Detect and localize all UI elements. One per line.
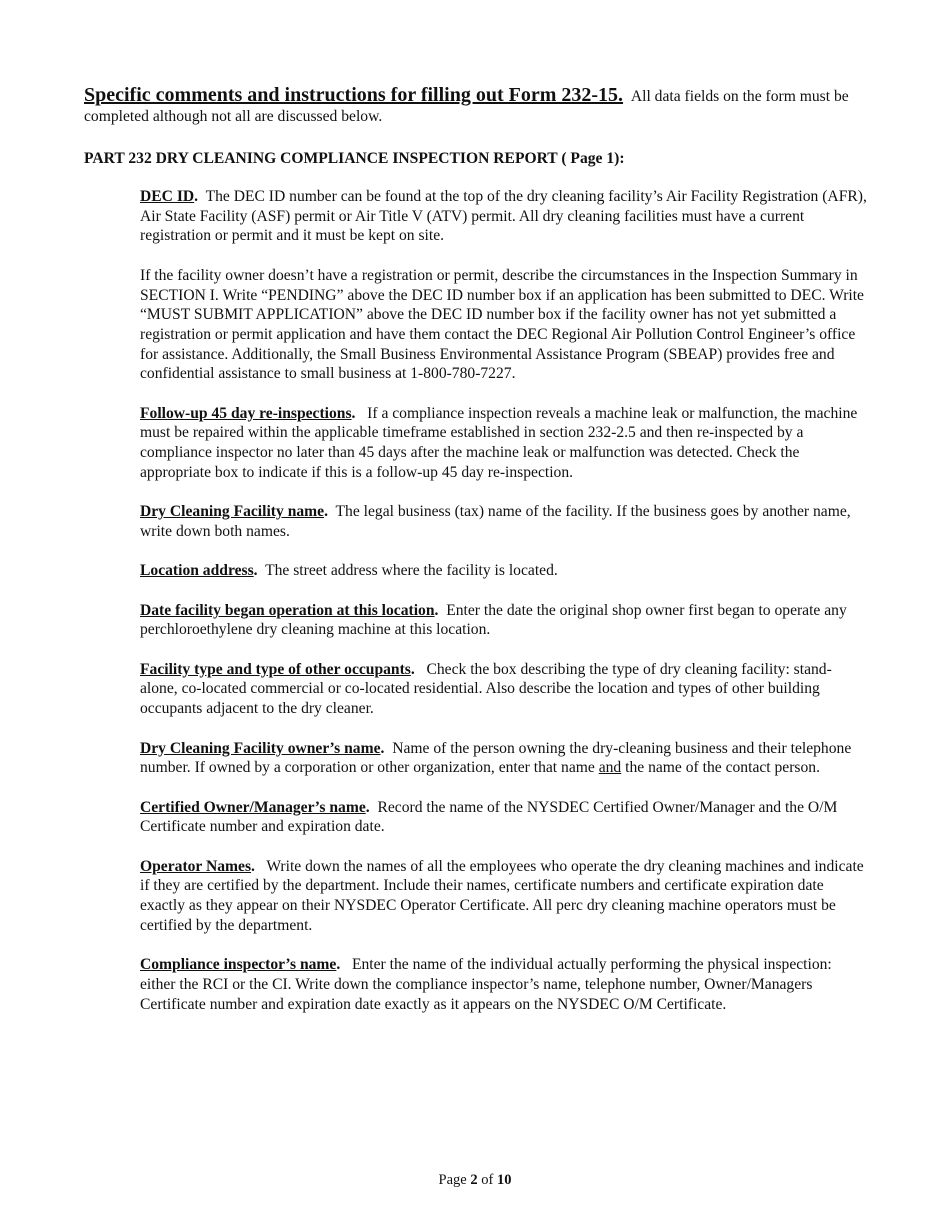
intro-paragraph [84, 86, 869, 126]
dec-id-text: The DEC ID number can be found at the top of the dry cleaning facility’s Air Facility Registration (AFR), Air State Facility (ASF) permit or Air Title V (ATV) permit. All dry cleaning facilities must have a current registration or permit and it must be kept on site. [140, 188, 867, 245]
section-date-began: Date facility began operation at this location. Enter the date the original shop owner first began to operate any perchloroethylene dry cleaning machine at this location. [140, 601, 847, 639]
of-label: of [481, 1172, 494, 1188]
facility-name-term: Dry Cleaning Facility name [140, 503, 325, 521]
om-name-text: Record the name of the NYSDEC Certified Owner/Manager and the O/M Certificate number and expiration date. [140, 798, 838, 836]
owner-name-term: Dry Cleaning Facility owner’s name [140, 739, 381, 757]
no-permit-text: If the facility owner doesn’t have a registration or permit, describe the circumstances in the Inspection Summary in SECTION I. Write “PENDING” above the DEC ID number box if an application has been submitted to DEC. Write “MUST SUBMIT APPLICATION” above the DEC ID number box if the facility owner has not yet submitted a registration or permit application and have them contact the DEC Regional Air Pollution Control Engineer’s office for assistance. Additionally, the Small Business Environmental Assistance Program (SBEAP) provides free and confidential assistance to small business at 1-800-780-7227. [140, 266, 864, 383]
intro-text: All data fields on the form must be completed although not all are discussed below. [84, 88, 849, 125]
section-om-name: Certified Owner/Manager’s name. Record the name of the NYSDEC Certified Owner/Manager and the O/M Certificate number and expiration date. [140, 798, 838, 836]
page-current: 2 [470, 1172, 478, 1188]
inspector-term: Compliance inspector’s name [140, 956, 337, 974]
dec-id-term: DEC ID [140, 188, 195, 205]
owner-name-text-after: the name of the contact person. [625, 759, 820, 777]
facility-name-text: The legal business (tax) name of the facility. If the business goes by another name, write down both names. [140, 503, 851, 540]
section-facility-type: Facility type and type of other occupants. Check the box describing the type of dry cleaning facility: stand-alone, co-located commercial or co-located residential. Also describe the location and types of other building occupants adjacent to the dry cleaner. [140, 660, 832, 718]
operators-text: Write down the names of all the employees who operate the dry cleaning machines and indicate if they are certified by the department. Include their names, certificate numbers and certificate expiration date exactly as they appear on their NYSDEC Operator Certificate. All perc dry cleaning machine operators must be certified by the department. [140, 857, 864, 934]
owner-name-underlined-and: and [598, 759, 622, 777]
section-owner-name: Dry Cleaning Facility owner’s name. Name of the person owning the dry-cleaning business and their telephone number. If owned by a corporation or other organization, enter that name and the name of the contact person. [140, 739, 852, 777]
section-location: Location address. The street address where the facility is located. [140, 562, 558, 580]
section-no-permit [140, 266, 868, 384]
section-dec-id: DEC ID. The DEC ID number can be found at the top of the dry cleaning facility’s Air Facility Registration (AFR), Air State Facility (ASF) permit or Air Title V (ATV) permit. All dry cleaning facilities must have a current registration or permit and it must be kept on site. [140, 188, 867, 245]
followup-text: If a compliance inspection reveals a machine leak or malfunction, the machine must be repaired within the applicable timeframe established in section 232-2.5 and then re-inspected by a compliance inspector no later than 45 days after the machine leak or malfunction was detected. Check the appropriate box to indicate if this is a follow-up 45 day re-inspection. [140, 404, 858, 481]
location-text: The street address where the facility is located. [265, 562, 558, 580]
operators-term: Operator Names [140, 857, 252, 875]
section-facility-name: Dry Cleaning Facility name. The legal business (tax) name of the facility. If the business goes by another name, write down both names. [140, 503, 851, 540]
section-operators: Operator Names. Write down the names of all the employees who operate the dry cleaning machines and indicate if they are certified by the department. Include their names, certificate numbers and certificate expiration date exactly as they appear on their NYSDEC Operator Certificate. All perc dry cleaning machine operators must be certified by the department. [140, 857, 864, 934]
date-began-term: Date facility began operation at this location [140, 601, 435, 619]
followup-term: Follow-up 45 day re-inspections [140, 404, 352, 422]
owner-name-text-before: Name of the person owning the dry-cleaning business and their telephone number. If owned by a corporation or other organization, enter that name [140, 739, 852, 777]
page-label: Page [438, 1172, 467, 1188]
page-footer [0, 1171, 950, 1191]
section-followup: Follow-up 45 day re-inspections. If a compliance inspection reveals a machine leak or malfunction, the machine must be repaired within the applicable timeframe established in section 232-2.5 and then re-inspected by a compliance inspector no later than 45 days after the machine leak or malfunction was detected. Check the appropriate box to indicate if this is a follow-up 45 day re-inspection. [140, 404, 858, 481]
facility-type-term: Facility type and type of other occupants [140, 660, 411, 678]
om-name-term: Certified Owner/Manager’s name [140, 798, 366, 816]
part-heading: PART 232 DRY CLEANING COMPLIANCE INSPECTION REPORT ( Page 1): [84, 150, 625, 167]
location-term: Location address [140, 562, 254, 580]
section-inspector: Compliance inspector’s name. Enter the name of the individual actually performing the physical inspection: either the RCI or the CI. Write down the compliance inspector’s name, telephone number, Owner/Managers Certificate number and expiration date exactly as it appears on the NYSDEC O/M Certificate. [140, 956, 832, 1013]
document-title: Specific comments and instructions for filling out Form 232-15. [84, 84, 624, 106]
instructions-body [140, 187, 868, 1034]
inspector-text: Enter the name of the individual actually performing the physical inspection: either the RCI or the CI. Write down the compliance inspector’s name, telephone number, Owner/Managers Certificate number and expiration date exactly as it appears on the NYSDEC O/M Certificate. [140, 956, 832, 1013]
date-began-text: Enter the date the original shop owner first began to operate any perchloroethylene dry cleaning machine at this location. [140, 601, 847, 639]
page-total: 10 [496, 1172, 512, 1188]
facility-type-text: Check the box describing the type of dry cleaning facility: stand-alone, co-located commercial or co-located residential. Also describe the location and types of other building occupants adjacent to the dry cleaner. [140, 660, 832, 718]
